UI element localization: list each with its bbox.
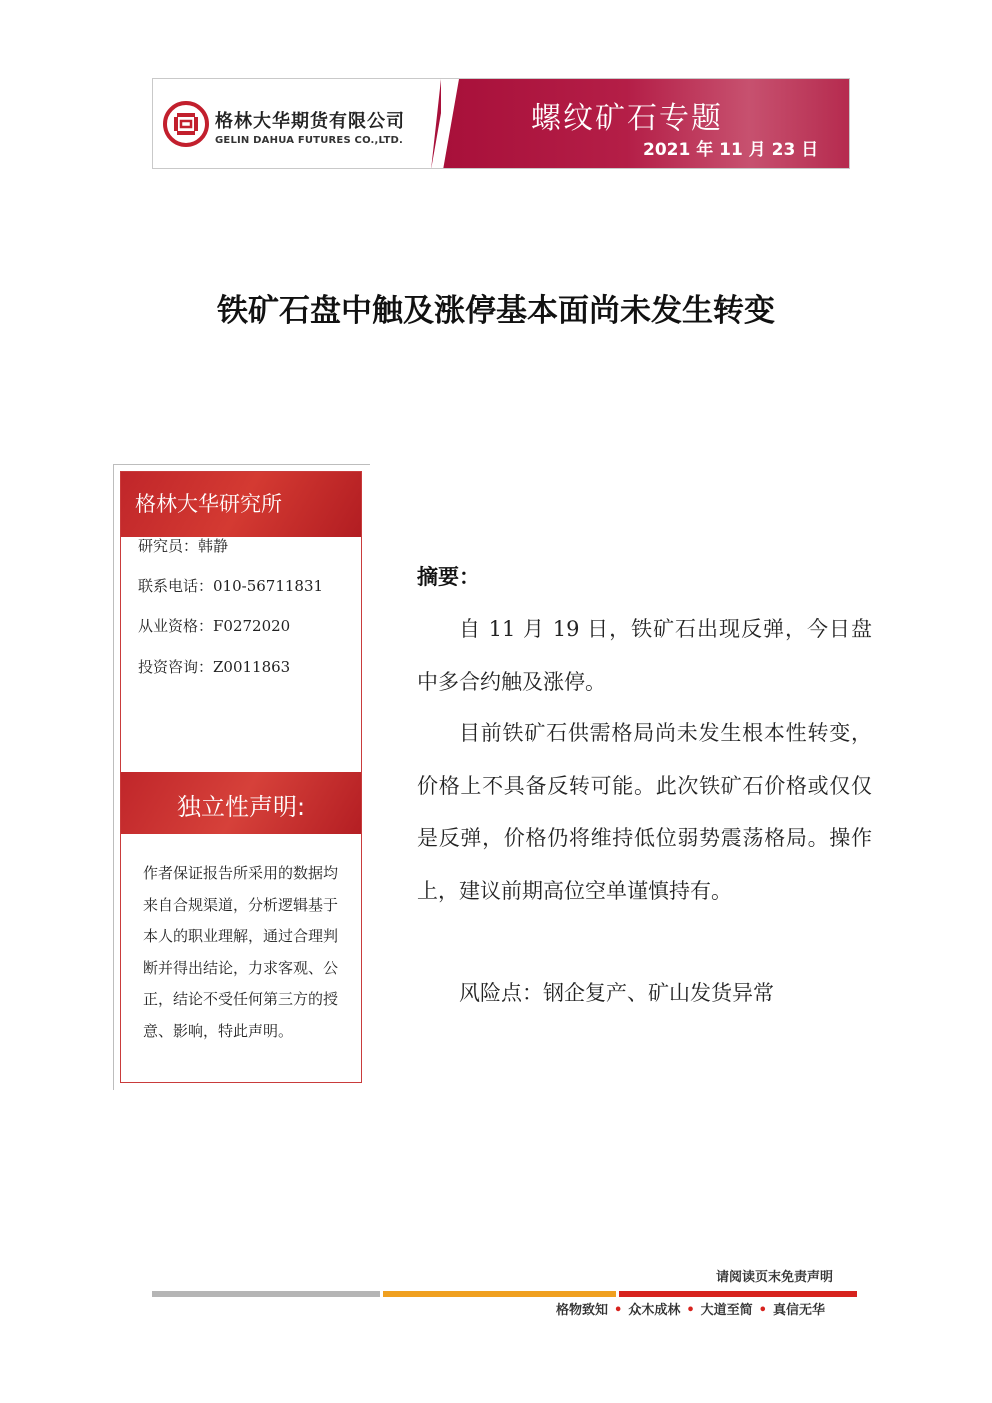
bullet-dot-icon: • <box>758 1303 767 1318</box>
footer-bar-red <box>619 1291 857 1297</box>
motto-item: 格物致知 <box>556 1303 609 1318</box>
report-header-banner <box>152 78 850 169</box>
bullet-dot-icon: • <box>614 1303 623 1318</box>
company-name-cn: 格林大华期货有限公司 <box>215 111 405 132</box>
contact-phone: 联系电话：010-56711831 <box>138 577 324 595</box>
banner-divider <box>431 79 441 169</box>
document-title: 铁矿石盘中触及涨停基本面尚未发生转变 <box>217 293 775 329</box>
motto-item: 大道至简 <box>700 1303 753 1318</box>
company-name-en: GELIN DAHUA FUTURES CO.,LTD. <box>215 135 403 146</box>
statement-header <box>121 772 361 834</box>
report-date: 2021 年 11 月 23 日 <box>643 140 819 160</box>
abstract-label: 摘要： <box>417 564 480 589</box>
bullet-dot-icon: • <box>686 1303 695 1318</box>
institute-name: 格林大华研究所 <box>135 492 282 516</box>
risk-points: 风险点：钢企复产、矿山发货异常 <box>459 981 774 1005</box>
motto-item: 众木成林 <box>628 1303 681 1318</box>
practice-qualification: 从业资格：F0272020 <box>138 617 291 635</box>
abstract-paragraph: 自 11 月 19 日，铁矿石出现反弹，今日盘中多合约触及涨停。 <box>417 617 872 694</box>
sidebar-frame-line <box>113 464 114 1090</box>
analyst-name: 研究员：韩静 <box>138 537 229 555</box>
abstract-paragraph: 目前铁矿石供需格局尚未发生根本性转变，价格上不具备反转可能。此次铁矿石价格或仅仅是反弹，价格仍将维持低位弱势震荡格局。操作上，建议前期高位空单谨慎持有。 <box>417 721 872 903</box>
statement-heading: 独立性声明: <box>176 793 306 821</box>
report-type: 螺纹矿石专题 <box>531 101 723 136</box>
independence-statement: 作者保证报告所采用的数据均来自合规渠道，分析逻辑基于本人的职业理解，通过合理判断并得出结论，力求客观、公正，结论不受任何第三方的授意、影响，特此声明。 <box>143 864 339 1040</box>
investment-consulting-id: 投资咨询：Z0011863 <box>138 658 291 676</box>
sidebar-frame-line <box>113 464 370 465</box>
company-logo-icon <box>163 101 209 147</box>
disclaimer-note: 请阅读页末免责声明 <box>716 1270 834 1285</box>
motto-item: 真信无华 <box>772 1303 825 1318</box>
sidebar-header <box>121 472 361 537</box>
research-info-sidebar <box>120 471 362 1083</box>
footer-bar-gray <box>152 1291 380 1297</box>
footer-motto <box>556 1299 825 1318</box>
footer-bar-orange <box>383 1291 616 1297</box>
